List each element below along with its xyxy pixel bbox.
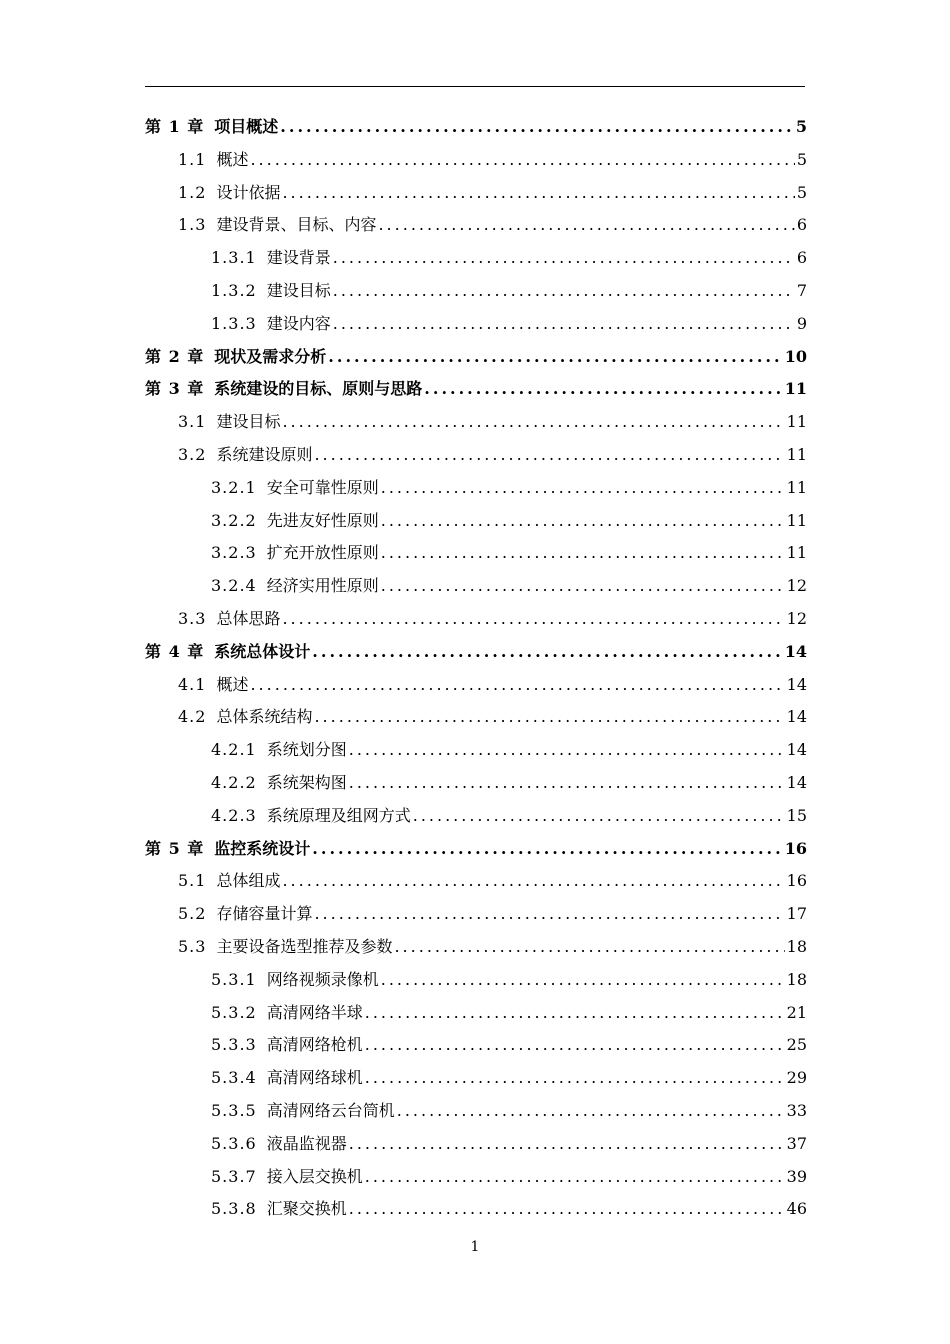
toc-dot-leader — [381, 505, 785, 538]
toc-dot-leader — [381, 570, 785, 603]
toc-entry-title: 安全可靠性原则 — [266, 477, 379, 497]
toc-entry-number: 3.2.3 — [211, 543, 257, 563]
toc-dot-leader — [365, 1062, 785, 1095]
toc-dot-leader — [381, 537, 785, 570]
toc-entry-title: 项目概述 — [214, 117, 279, 136]
toc-entry-title: 系统划分图 — [266, 740, 347, 760]
toc-dot-leader — [365, 997, 785, 1030]
toc-dot-leader — [314, 898, 784, 931]
toc-entry[interactable] — [145, 1062, 807, 1095]
toc-entry[interactable] — [145, 144, 807, 177]
toc-entry-title: 建设背景、目标、内容 — [216, 215, 377, 235]
toc-entry-page: 11 — [786, 477, 807, 497]
toc-entry[interactable] — [145, 767, 807, 800]
toc-dot-leader — [349, 734, 785, 767]
toc-entry-number: 5.1 — [178, 871, 207, 891]
toc-entry-number: 3.1 — [178, 412, 207, 432]
toc-entry-page: 14 — [786, 740, 807, 760]
toc-entry[interactable] — [145, 603, 807, 636]
toc-entry-page: 12 — [786, 576, 807, 596]
toc-entry[interactable] — [145, 406, 807, 439]
toc-entry-page: 39 — [786, 1166, 807, 1186]
toc-entry-page: 5 — [795, 117, 807, 136]
toc-entry-title: 液晶监视器 — [266, 1133, 347, 1153]
toc-entry-title: 总体组成 — [216, 871, 281, 891]
toc-entry-title: 监控系统设计 — [214, 838, 311, 858]
toc-entry-title: 接入层交换机 — [266, 1166, 363, 1186]
toc-entry-page: 14 — [786, 674, 807, 694]
toc-entry-number: 1.2 — [178, 182, 207, 202]
toc-dot-leader — [349, 767, 785, 800]
toc-entry[interactable] — [145, 1128, 807, 1161]
toc-entry-title: 经济实用性原则 — [266, 576, 379, 596]
toc-entry-number: 1.1 — [178, 149, 207, 169]
toc-entry-number: 1.3 — [178, 215, 207, 235]
toc-dot-leader — [314, 439, 784, 472]
header-rule — [145, 86, 805, 87]
toc-entry-page: 16 — [784, 838, 807, 858]
toc-entry-number: 5.3.2 — [211, 1002, 257, 1022]
toc-entry-number: 第 1 章 — [145, 117, 205, 136]
toc-entry-title: 高清网络云台筒机 — [266, 1100, 395, 1120]
toc-entry[interactable] — [145, 1161, 807, 1194]
toc-entry-page: 6 — [796, 215, 807, 235]
toc-entry-number: 3.3 — [178, 608, 207, 628]
page-number: 1 — [470, 1239, 480, 1255]
toc-entry-page: 18 — [786, 936, 807, 956]
toc-entry-title: 总体思路 — [216, 608, 281, 628]
toc-entry-number: 4.2 — [178, 707, 207, 727]
toc-entry-page: 16 — [786, 871, 807, 891]
toc-entry[interactable] — [145, 1193, 807, 1226]
toc-dot-leader — [312, 833, 782, 866]
toc-entry-page: 14 — [786, 707, 807, 727]
toc-entry[interactable] — [145, 570, 807, 603]
toc-entry-number: 4.1 — [178, 674, 207, 694]
toc-entry-title: 系统总体设计 — [214, 641, 311, 661]
toc-entry-number: 1.3.1 — [211, 248, 257, 268]
toc-entry-title: 高清网络半球 — [266, 1002, 363, 1022]
toc-entry-number: 5.3.8 — [211, 1199, 257, 1219]
toc-entry[interactable] — [145, 308, 807, 341]
toc-dot-leader — [280, 111, 794, 144]
toc-entry-page: 17 — [786, 904, 807, 924]
toc-entry-page: 15 — [786, 805, 807, 825]
toc-entry-page: 33 — [786, 1100, 807, 1120]
toc-entry-page: 11 — [786, 510, 807, 530]
toc-dot-leader — [282, 603, 784, 636]
toc-dot-leader — [365, 1161, 785, 1194]
toc-entry-number: 5.3.5 — [211, 1100, 257, 1120]
toc-dot-leader — [250, 144, 794, 177]
toc-entry-title: 网络视频录像机 — [266, 969, 379, 989]
toc-entry-title: 存储容量计算 — [216, 904, 313, 924]
toc-entry-page: 46 — [786, 1199, 807, 1219]
toc-dot-leader — [381, 964, 785, 997]
toc-entry[interactable] — [145, 472, 807, 505]
toc-entry-page: 18 — [786, 969, 807, 989]
toc-entry-title: 建设背景 — [266, 248, 331, 268]
toc-entry-page: 29 — [786, 1068, 807, 1088]
toc-entry-title: 系统架构图 — [266, 772, 347, 792]
toc-entry[interactable] — [145, 505, 807, 538]
toc-entry[interactable] — [145, 800, 807, 833]
toc-entry[interactable] — [145, 997, 807, 1030]
toc-entry[interactable] — [145, 373, 807, 406]
toc-entry-title: 汇聚交换机 — [266, 1199, 347, 1219]
toc-entry[interactable] — [145, 242, 807, 275]
toc-entry-page: 11 — [786, 412, 807, 432]
toc-dot-leader — [333, 242, 795, 275]
toc-entry[interactable] — [145, 734, 807, 767]
toc-dot-leader — [282, 865, 784, 898]
toc-entry[interactable] — [145, 439, 807, 472]
toc-entry-page: 37 — [786, 1133, 807, 1153]
toc-entry[interactable] — [145, 636, 807, 669]
toc-entry[interactable] — [145, 865, 807, 898]
toc-dot-leader — [424, 373, 782, 406]
toc-entry[interactable] — [145, 898, 807, 931]
toc-dot-leader — [397, 1095, 785, 1128]
toc-entry-title: 系统原理及组网方式 — [266, 805, 411, 825]
toc-entry-page: 11 — [786, 444, 807, 464]
toc-dot-leader — [333, 275, 795, 308]
toc-entry-page: 11 — [786, 543, 807, 563]
toc-entry-title: 主要设备选型推荐及参数 — [216, 936, 393, 956]
toc-dot-leader — [349, 1193, 785, 1226]
toc-entry-number: 5.3.4 — [211, 1068, 257, 1088]
toc-entry[interactable] — [145, 931, 807, 964]
toc-entry-page: 11 — [784, 379, 807, 399]
toc-entry-title: 设计依据 — [216, 182, 281, 202]
toc-entry-page: 10 — [784, 346, 807, 366]
toc-entry-title: 概述 — [216, 149, 249, 169]
toc-entry-title: 系统建设的目标、原则与思路 — [214, 379, 423, 399]
toc-entry-number: 3.2.1 — [211, 477, 257, 497]
toc-entry-page: 12 — [786, 608, 807, 628]
toc-dot-leader — [328, 341, 782, 374]
toc-entry-title: 扩充开放性原则 — [266, 543, 379, 563]
toc-dot-leader — [365, 1029, 785, 1062]
toc-entry-number: 5.2 — [178, 904, 207, 924]
toc-entry-number: 5.3.7 — [211, 1166, 257, 1186]
toc-entry-page: 5 — [796, 149, 807, 169]
toc-entry-page: 14 — [784, 641, 807, 661]
toc-dot-leader — [378, 209, 794, 242]
toc-entry[interactable] — [145, 1029, 807, 1062]
toc-entry-page: 5 — [796, 182, 807, 202]
toc-entry[interactable] — [145, 275, 807, 308]
toc-dot-leader — [349, 1128, 785, 1161]
toc-entry-page: 25 — [786, 1035, 807, 1055]
toc-entry-number: 第 2 章 — [145, 346, 205, 366]
toc-entry-title: 建设目标 — [266, 280, 331, 300]
toc-entry-number: 第 4 章 — [145, 641, 205, 661]
toc-entry-page: 9 — [796, 313, 807, 333]
toc-dot-leader — [250, 669, 784, 702]
toc-entry-number: 5.3 — [178, 936, 207, 956]
toc-dot-leader — [314, 701, 784, 734]
toc-dot-leader — [312, 636, 782, 669]
table-of-contents — [145, 111, 807, 1226]
toc-dot-leader — [282, 177, 794, 210]
toc-entry-number: 3.2 — [178, 444, 207, 464]
toc-entry-title: 建设目标 — [216, 412, 281, 432]
toc-entry[interactable] — [145, 177, 807, 210]
toc-entry-number: 1.3.2 — [211, 280, 257, 300]
toc-entry-number: 4.2.2 — [211, 772, 257, 792]
toc-entry-page: 14 — [786, 772, 807, 792]
toc-entry-title: 先进友好性原则 — [266, 510, 379, 530]
toc-entry-number: 5.3.1 — [211, 969, 257, 989]
toc-entry[interactable] — [145, 209, 807, 242]
toc-entry-title: 高清网络球机 — [266, 1068, 363, 1088]
toc-entry[interactable] — [145, 537, 807, 570]
toc-entry-title: 总体系统结构 — [216, 707, 313, 727]
toc-entry-title: 建设内容 — [266, 313, 331, 333]
toc-entry-number: 3.2.4 — [211, 576, 257, 596]
toc-entry-title: 概述 — [216, 674, 249, 694]
toc-dot-leader — [333, 308, 795, 341]
toc-entry-number: 5.3.6 — [211, 1133, 257, 1153]
toc-entry-number: 4.2.3 — [211, 805, 257, 825]
toc-dot-leader — [381, 472, 785, 505]
toc-entry-number: 第 3 章 — [145, 379, 205, 399]
toc-entry-title: 现状及需求分析 — [214, 346, 327, 366]
toc-dot-leader — [394, 931, 784, 964]
toc-entry-page: 21 — [786, 1002, 807, 1022]
toc-entry-page: 7 — [796, 280, 807, 300]
toc-dot-leader — [413, 800, 785, 833]
toc-entry-title: 高清网络枪机 — [266, 1035, 363, 1055]
toc-entry-title: 系统建设原则 — [216, 444, 313, 464]
toc-entry[interactable] — [145, 111, 807, 144]
toc-entry-page: 6 — [796, 248, 807, 268]
toc-entry[interactable] — [145, 669, 807, 702]
toc-entry-number: 第 5 章 — [145, 838, 205, 858]
toc-entry[interactable] — [145, 964, 807, 997]
toc-entry[interactable] — [145, 701, 807, 734]
toc-entry-number: 1.3.3 — [211, 313, 257, 333]
toc-entry-number: 5.3.3 — [211, 1035, 257, 1055]
toc-entry[interactable] — [145, 341, 807, 374]
toc-entry[interactable] — [145, 1095, 807, 1128]
toc-dot-leader — [282, 406, 784, 439]
toc-entry-number: 3.2.2 — [211, 510, 257, 530]
toc-entry[interactable] — [145, 833, 807, 866]
toc-entry-number: 4.2.1 — [211, 740, 257, 760]
